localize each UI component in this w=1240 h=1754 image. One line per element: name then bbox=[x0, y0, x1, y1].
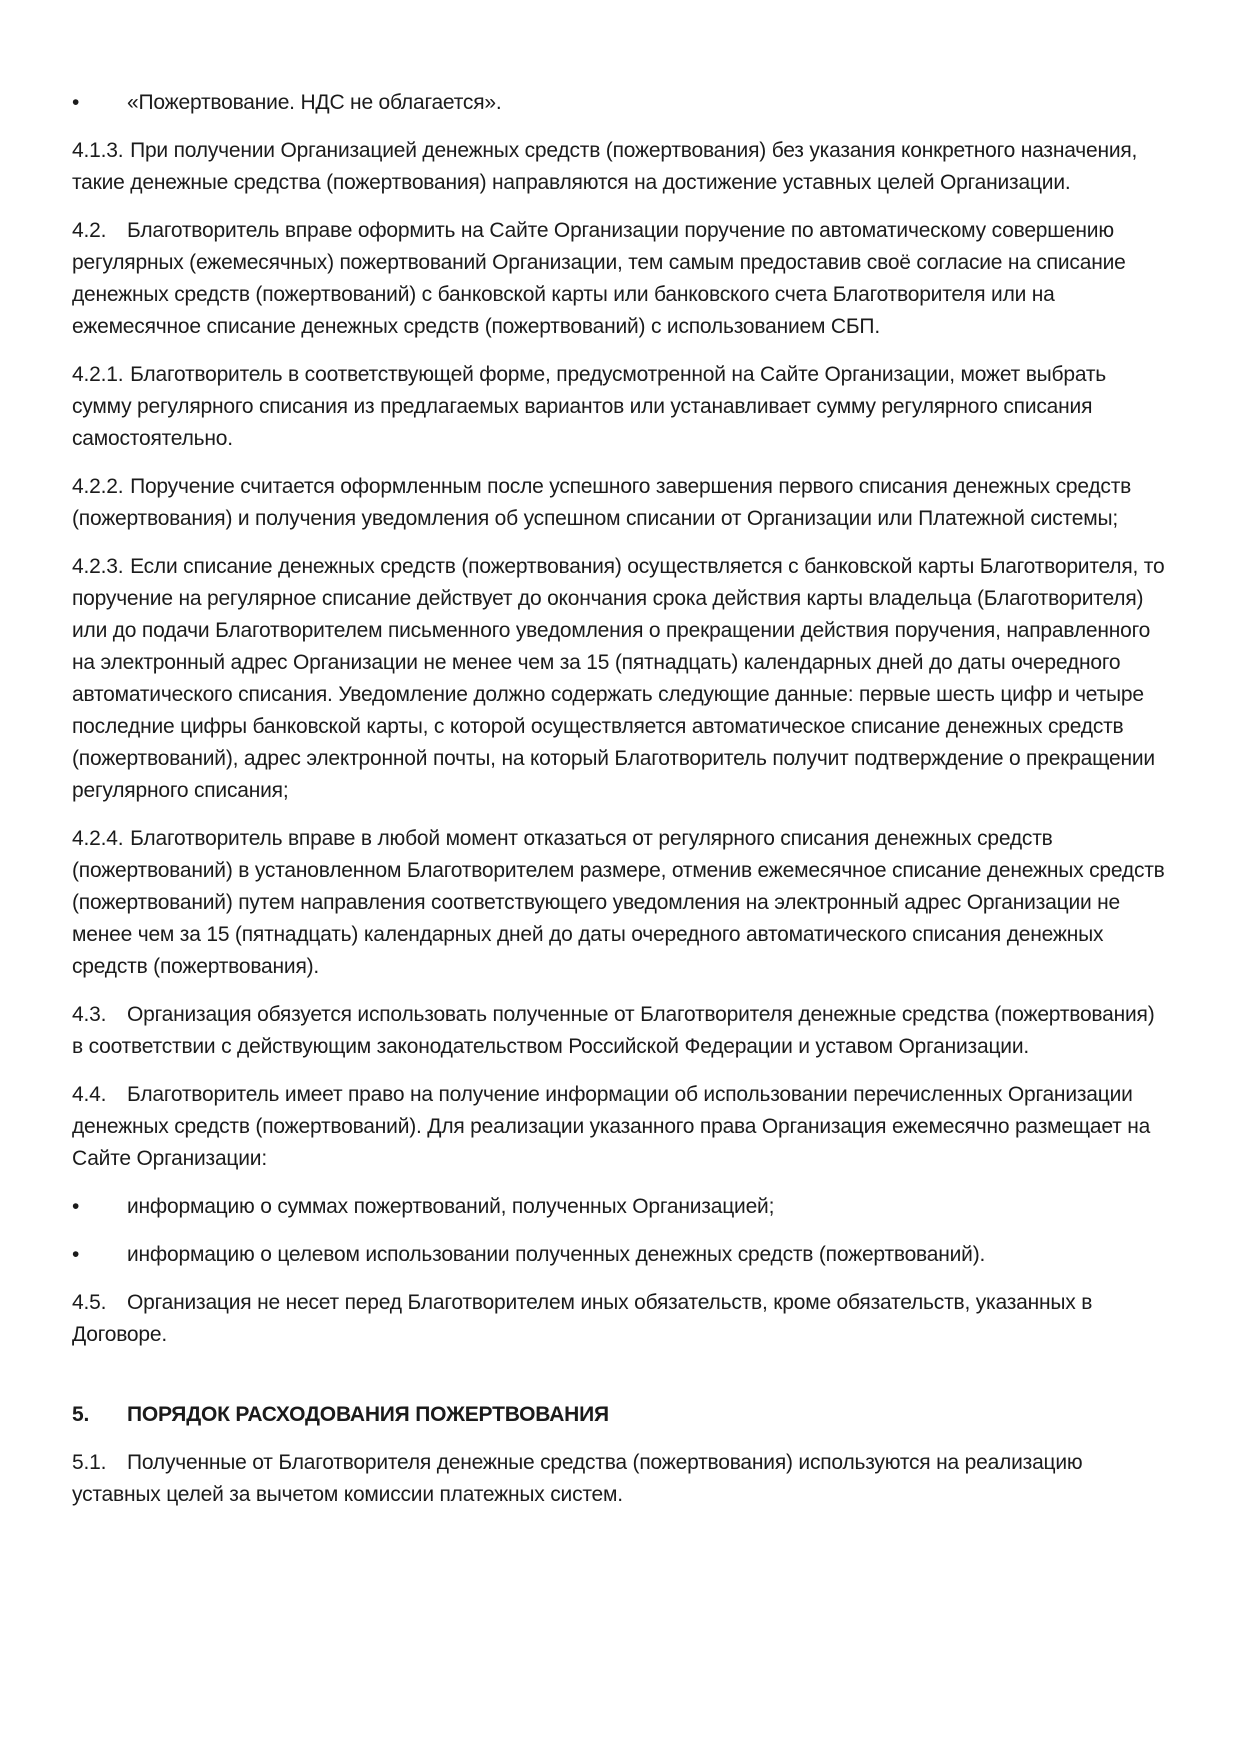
clause-text: Организация обязуется использовать полученные от Благотворителя денежные средства (пожертвования) в соответствии с действующим законодательством Российской Федерации и уставом Организации. bbox=[72, 1003, 1155, 1058]
paragraph-4-4 bbox=[72, 1079, 1167, 1175]
clause-text: При получении Организацией денежных средств (пожертвования) без указания конкретного назначения, такие денежные средства (пожертвования) направляются на достижение уставных целей Организации. bbox=[72, 139, 1138, 194]
bullet-text: «Пожертвование. НДС не облагается». bbox=[127, 91, 502, 114]
clause-number: 5.1. bbox=[72, 1451, 107, 1474]
paragraph-4-2-2 bbox=[72, 471, 1167, 535]
paragraph-5-1 bbox=[72, 1447, 1167, 1511]
section-heading-5 bbox=[72, 1399, 1167, 1431]
bullet-text: информацию о суммах пожертвований, полученных Организацией; bbox=[127, 1195, 775, 1218]
clause-text: Если списание денежных средств (пожертвования) осуществляется с банковской карты Благотворителя, то поручение на регулярное списание действует до окончания срока действия карты владельца (Благотворителя) или до подачи Благотворителем письменного уведомления о прекращении действия поручения, направленного на электронный адрес Организации не менее чем за 15 (пятнадцать) календарных дней до даты очередного автоматического списания. Уведомление должно содержать следующие данные: первые шесть цифр и четыре последние цифры банковской карты, с которой осуществляется автоматическое списание денежных средств (пожертвований), адрес электронной почты, на который Благотворитель получит подтверждение о прекращении регулярного списания; bbox=[72, 555, 1165, 802]
clause-number: 4.5. bbox=[72, 1291, 107, 1314]
section-title: ПОРЯДОК РАСХОДОВАНИЯ ПОЖЕРТВОВАНИЯ bbox=[127, 1403, 609, 1426]
clause-text: Благотворитель вправе оформить на Сайте Организации поручение по автоматическому совершению регулярных (ежемесячных) пожертвований Организации, тем самым предоставив своё согласие на списание денежных средств (пожертвований) с банковской карты или банковского счета Благотворителя или на ежемесячное списание денежных средств (пожертвований) с использованием СБП. bbox=[72, 219, 1126, 338]
clause-text: Благотворитель имеет право на получение информации об использовании перечисленных Организации денежных средств (пожертвований). Для реализации указанного права Организация ежемесячно размещает на Сайте Организации: bbox=[72, 1083, 1151, 1170]
bullet-item-vat-note bbox=[72, 87, 1167, 119]
bullet-icon: • bbox=[72, 91, 80, 114]
bullet-icon: • bbox=[72, 1195, 80, 1218]
paragraph-4-2-1 bbox=[72, 359, 1167, 455]
clause-text: Организация не несет перед Благотворителем иных обязательств, кроме обязательств, указанных в Договоре. bbox=[72, 1291, 1093, 1346]
clause-number: 4.2.3. bbox=[72, 555, 124, 578]
clause-number: 4.3. bbox=[72, 1003, 107, 1026]
clause-text: Благотворитель в соответствующей форме, предусмотренной на Сайте Организации, может выбрать сумму регулярного списания из предлагаемых вариантов или устанавливает сумму регулярного списания самостоятельно. bbox=[72, 363, 1107, 450]
clause-number: 4.1.3. bbox=[72, 139, 124, 162]
paragraph-4-2-4 bbox=[72, 823, 1167, 983]
paragraph-4-1-3 bbox=[72, 135, 1167, 199]
clause-text: Полученные от Благотворителя денежные средства (пожертвования) используются на реализацию уставных целей за вычетом комиссии платежных систем. bbox=[72, 1451, 1083, 1506]
bullet-text: информацию о целевом использовании полученных денежных средств (пожертвований). bbox=[127, 1243, 986, 1266]
bullet-item-targeted-use bbox=[72, 1239, 1167, 1271]
bullet-icon: • bbox=[72, 1243, 80, 1266]
clause-number: 4.2.1. bbox=[72, 363, 124, 386]
paragraph-4-2 bbox=[72, 215, 1167, 343]
clause-number: 4.2. bbox=[72, 219, 107, 242]
paragraph-4-3 bbox=[72, 999, 1167, 1063]
clause-number: 4.4. bbox=[72, 1083, 107, 1106]
clause-text: Благотворитель вправе в любой момент отказаться от регулярного списания денежных средств (пожертвований) в установленном Благотворителем размере, отменив ежемесячное списание денежных средств (пожертвований) путем направления соответствующего уведомления на электронный адрес Организации не менее чем за 15 (пятнадцать) календарных дней до даты очередного автоматического списания денежных средств (пожертвования). bbox=[72, 827, 1165, 978]
clause-number: 4.2.4. bbox=[72, 827, 124, 850]
section-number: 5. bbox=[72, 1403, 90, 1426]
bullet-item-donation-sums bbox=[72, 1191, 1167, 1223]
clause-text: Поручение считается оформленным после успешного завершения первого списания денежных средств (пожертвования) и получения уведомления об успешном списании от Организации или Платежной системы; bbox=[72, 475, 1132, 530]
paragraph-4-5 bbox=[72, 1287, 1167, 1351]
clause-number: 4.2.2. bbox=[72, 475, 124, 498]
paragraph-4-2-3 bbox=[72, 551, 1167, 807]
